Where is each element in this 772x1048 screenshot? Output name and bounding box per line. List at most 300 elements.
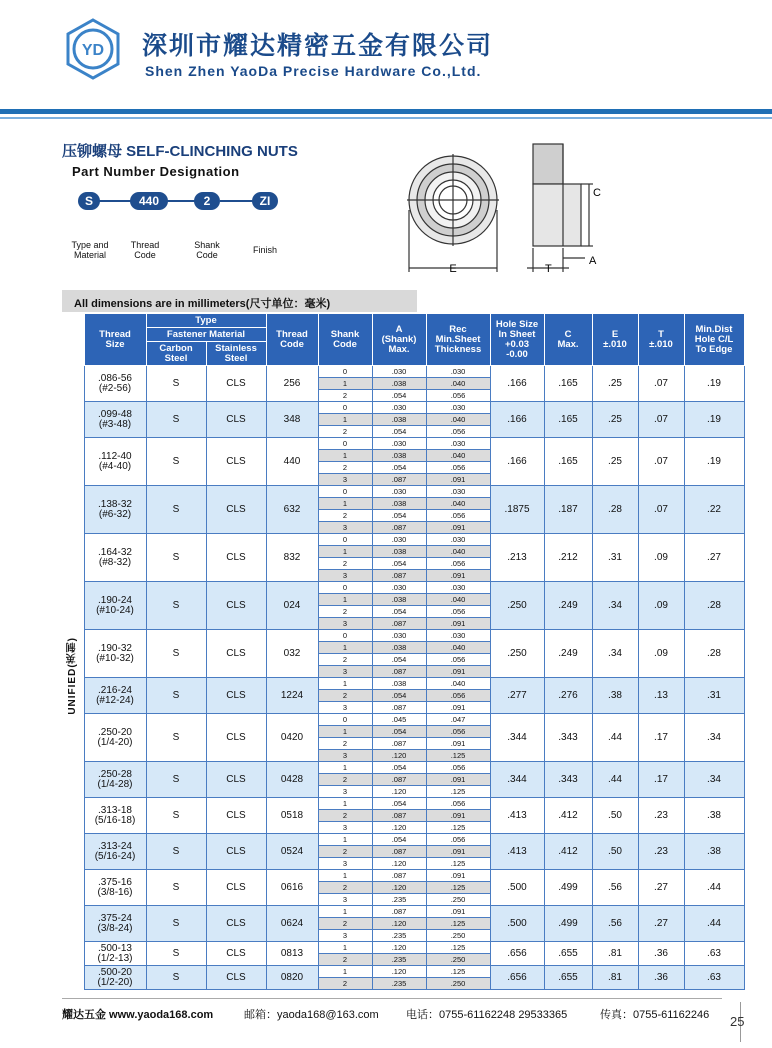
cell-shank-code: 0 (318, 582, 372, 594)
cell-thread-code: 0624 (266, 906, 318, 942)
cell-t: .09 (638, 534, 684, 582)
cell-carbon: S (146, 678, 206, 714)
cell-rec: .030 (426, 630, 490, 642)
cell-shank-code: 2 (318, 846, 372, 858)
cell-thread-code: 632 (266, 486, 318, 534)
cell-e: .25 (592, 438, 638, 486)
cell-rec: .125 (426, 822, 490, 834)
cell-thread-code: 024 (266, 582, 318, 630)
cell-min-dist: .34 (684, 714, 744, 762)
thread-size-line: (#12-24) (96, 694, 134, 706)
cell-shank-code: 3 (318, 618, 372, 630)
table-row (62, 534, 744, 546)
cell-thread-code: 0813 (266, 942, 318, 966)
thread-size-line: (#8-32) (98, 556, 132, 568)
cell-thread-size (84, 834, 146, 870)
cell-e: .34 (592, 582, 638, 630)
table-row (62, 714, 744, 726)
cell-stainless: CLS (206, 906, 266, 942)
cell-c: .655 (544, 966, 592, 990)
cell-rec: .040 (426, 642, 490, 654)
cell-shank-code: 2 (318, 738, 372, 750)
footer-brand: 耀达五金 www.yaoda168.com (62, 1009, 214, 1021)
cell-rec: .056 (426, 426, 490, 438)
cell-stainless: CLS (206, 678, 266, 714)
cell-carbon: S (146, 438, 206, 486)
cell-a: .054 (372, 834, 426, 846)
cell-shank-code: 2 (318, 654, 372, 666)
cell-shank-code: 0 (318, 534, 372, 546)
cell-rec: .056 (426, 510, 490, 522)
cell-min-dist: .44 (684, 870, 744, 906)
part-number-title: Part Number Designation (72, 164, 240, 179)
cell-a: .087 (372, 570, 426, 582)
cell-shank-code: 2 (318, 606, 372, 618)
caption-thread: Thread Code (130, 240, 160, 260)
cell-thread-code: 0616 (266, 870, 318, 906)
cell-rec: .250 (426, 894, 490, 906)
cell-c: .343 (544, 714, 592, 762)
thread-size-line: (5/16-24) (94, 850, 136, 862)
side-spacer (62, 314, 84, 366)
caption-finish: Finish (252, 245, 277, 255)
cell-rec: .091 (426, 774, 490, 786)
cell-thread-size (84, 366, 146, 402)
cell-thread-code: 0420 (266, 714, 318, 762)
cell-shank-code: 2 (318, 954, 372, 966)
cell-shank-code: 1 (318, 498, 372, 510)
cell-hole: .166 (490, 438, 544, 486)
cell-shank-code: 2 (318, 390, 372, 402)
thread-size-line: .313-18 (98, 804, 132, 816)
cell-rec: .125 (426, 966, 490, 978)
cell-carbon: S (146, 582, 206, 630)
cell-rec: .056 (426, 726, 490, 738)
cell-hole: .250 (490, 630, 544, 678)
code-thread-pill: 440 (130, 192, 168, 210)
label-e: E (449, 263, 457, 275)
th-fastener-material: Fastener Material (146, 328, 266, 342)
page-footer (62, 1006, 722, 1022)
cell-c: .276 (544, 678, 592, 714)
cell-e: .44 (592, 762, 638, 798)
cell-shank-code: 1 (318, 906, 372, 918)
table-row (62, 366, 744, 378)
cell-a: .120 (372, 786, 426, 798)
cell-shank-code: 3 (318, 474, 372, 486)
cell-a: .087 (372, 618, 426, 630)
cell-c: .249 (544, 582, 592, 630)
cell-t: .07 (638, 438, 684, 486)
cell-a: .054 (372, 690, 426, 702)
cell-shank-code: 2 (318, 810, 372, 822)
cell-rec: .125 (426, 918, 490, 930)
footer-fax: 传真：0755-61162246 (600, 1009, 710, 1021)
cell-carbon: S (146, 870, 206, 906)
cell-stainless: CLS (206, 582, 266, 630)
cell-thread-size (84, 942, 146, 966)
cell-shank-code: 2 (318, 918, 372, 930)
thread-size-line: .216-24 (98, 684, 132, 696)
cell-stainless: CLS (206, 798, 266, 834)
cell-rec: .040 (426, 414, 490, 426)
cell-c: .343 (544, 762, 592, 798)
cell-carbon: S (146, 966, 206, 990)
table-row (62, 906, 744, 918)
cell-hole: .277 (490, 678, 544, 714)
cell-rec: .250 (426, 978, 490, 990)
cell-c: .249 (544, 630, 592, 678)
cell-hole: .656 (490, 966, 544, 990)
cell-shank-code: 2 (318, 690, 372, 702)
thread-size-line: (1/4-20) (97, 736, 133, 748)
cell-thread-code: 256 (266, 366, 318, 402)
spec-table-wrap (62, 313, 744, 988)
cell-shank-code: 3 (318, 666, 372, 678)
cell-rec: .030 (426, 438, 490, 450)
cell-e: .56 (592, 906, 638, 942)
page-header (0, 0, 772, 120)
cell-rec: .040 (426, 450, 490, 462)
cell-rec: .125 (426, 786, 490, 798)
cell-a: .030 (372, 486, 426, 498)
cell-e: .50 (592, 798, 638, 834)
cell-shank-code: 1 (318, 726, 372, 738)
top-view (407, 154, 499, 272)
thread-size-line: (#6-32) (98, 508, 132, 520)
cell-a: .054 (372, 510, 426, 522)
th-a: A (Shank) Max. (372, 314, 426, 366)
thread-size-line: .164-32 (98, 546, 132, 558)
cell-shank-code: 1 (318, 966, 372, 978)
table-row (62, 486, 744, 498)
footer-email: 邮箱：yaoda168@163.com (244, 1009, 379, 1021)
cell-a: .120 (372, 822, 426, 834)
cell-e: .81 (592, 966, 638, 990)
company-name-en: Shen Zhen YaoDa Precise Hardware Co.,Ltd. (145, 63, 482, 79)
th-type: Type (146, 314, 266, 328)
cell-hole: .500 (490, 906, 544, 942)
cell-rec: .056 (426, 462, 490, 474)
cell-stainless: CLS (206, 438, 266, 486)
cell-shank-code: 0 (318, 438, 372, 450)
cell-carbon: S (146, 942, 206, 966)
cell-a: .120 (372, 918, 426, 930)
thread-size-line: (#10-24) (96, 604, 134, 616)
cell-a: .054 (372, 462, 426, 474)
th-c: C Max. (544, 314, 592, 366)
thread-size-line: (1/2-20) (97, 976, 133, 988)
cell-a: .087 (372, 666, 426, 678)
cell-stainless: CLS (206, 834, 266, 870)
cell-rec: .091 (426, 702, 490, 714)
cell-hole: .500 (490, 870, 544, 906)
cell-a: .235 (372, 930, 426, 942)
cell-rec: .040 (426, 378, 490, 390)
thread-size-line: .375-24 (98, 912, 132, 924)
cell-e: .56 (592, 870, 638, 906)
cell-stainless: CLS (206, 966, 266, 990)
cell-shank-code: 1 (318, 642, 372, 654)
cell-hole: .413 (490, 834, 544, 870)
caption-type: Type and Material (71, 240, 109, 260)
cell-rec: .091 (426, 846, 490, 858)
cell-c: .412 (544, 798, 592, 834)
page-number: 25 (730, 1014, 745, 1029)
cell-e: .25 (592, 402, 638, 438)
thread-size-line: (1/4-28) (97, 778, 133, 790)
header-divider-thin (0, 117, 772, 119)
footer-divider (62, 998, 722, 999)
thread-size-line: .190-24 (98, 594, 132, 606)
cell-stainless: CLS (206, 870, 266, 906)
cell-stainless: CLS (206, 714, 266, 762)
company-logo (62, 18, 124, 80)
part-number-diagram (72, 190, 292, 212)
cell-t: .17 (638, 714, 684, 762)
cell-a: .038 (372, 642, 426, 654)
thread-size-line: .190-32 (98, 642, 132, 654)
cell-a: .030 (372, 582, 426, 594)
cell-a: .087 (372, 474, 426, 486)
cell-a: .038 (372, 378, 426, 390)
cell-c: .165 (544, 366, 592, 402)
cell-shank-code: 2 (318, 774, 372, 786)
cell-a: .087 (372, 870, 426, 882)
cell-a: .038 (372, 498, 426, 510)
side-view (527, 144, 593, 272)
cell-t: .36 (638, 942, 684, 966)
cell-hole: .413 (490, 798, 544, 834)
dimension-note-bar (62, 290, 417, 312)
cell-rec: .125 (426, 942, 490, 954)
cell-rec: .056 (426, 558, 490, 570)
dimension-note: All dimensions are in millimeters(尺寸单位：毫米) (74, 298, 331, 310)
thread-size-line: (5/16-18) (94, 814, 136, 826)
cell-thread-size (84, 630, 146, 678)
thread-size-line: (3/8-16) (97, 886, 133, 898)
cell-a: .235 (372, 894, 426, 906)
cell-hole: .250 (490, 582, 544, 630)
cell-c: .165 (544, 402, 592, 438)
cell-shank-code: 1 (318, 678, 372, 690)
cell-shank-code: 1 (318, 594, 372, 606)
thread-size-line: (#4-40) (98, 460, 132, 472)
cell-carbon: S (146, 762, 206, 798)
cell-rec: .040 (426, 498, 490, 510)
cell-a: .038 (372, 678, 426, 690)
cell-thread-size (84, 966, 146, 990)
spec-table (62, 313, 745, 990)
cell-shank-code: 3 (318, 522, 372, 534)
cell-shank-code: 0 (318, 402, 372, 414)
thread-size-line: .313-24 (98, 840, 132, 852)
cell-shank-code: 1 (318, 870, 372, 882)
cell-thread-code: 832 (266, 534, 318, 582)
cell-shank-code: 0 (318, 486, 372, 498)
th-thread-code: Thread Code (266, 314, 318, 366)
thread-size-line: (1/2-13) (97, 952, 133, 964)
cell-shank-code: 1 (318, 942, 372, 954)
cell-rec: .030 (426, 402, 490, 414)
thread-size-line: .250-20 (98, 726, 132, 738)
cell-shank-code: 1 (318, 378, 372, 390)
cell-carbon: S (146, 906, 206, 942)
label-c: C (593, 187, 601, 199)
cell-a: .087 (372, 774, 426, 786)
cell-rec: .056 (426, 606, 490, 618)
cell-a: .120 (372, 858, 426, 870)
cell-rec: .056 (426, 390, 490, 402)
cell-e: .50 (592, 834, 638, 870)
table-row (62, 402, 744, 414)
header-divider (0, 109, 772, 114)
cell-t: .36 (638, 966, 684, 990)
cell-stainless: CLS (206, 366, 266, 402)
cell-thread-code: 440 (266, 438, 318, 486)
cell-stainless: CLS (206, 762, 266, 798)
cell-carbon: S (146, 402, 206, 438)
cell-a: .030 (372, 402, 426, 414)
cell-thread-size (84, 534, 146, 582)
nut-drawing (395, 130, 615, 280)
cell-a: .054 (372, 390, 426, 402)
code-shank-pill: 2 (194, 192, 220, 210)
cell-a: .038 (372, 414, 426, 426)
cell-c: .655 (544, 942, 592, 966)
th-rec: Rec Min.Sheet Thickness (426, 314, 490, 366)
cell-t: .27 (638, 906, 684, 942)
cell-rec: .091 (426, 522, 490, 534)
cell-a: .087 (372, 702, 426, 714)
cell-c: .412 (544, 834, 592, 870)
cell-shank-code: 0 (318, 366, 372, 378)
cell-shank-code: 1 (318, 834, 372, 846)
cell-rec: .056 (426, 654, 490, 666)
table-row (62, 762, 744, 774)
cell-a: .120 (372, 882, 426, 894)
th-min-dist: Min.Dist Hole C/L To Edge (684, 314, 744, 366)
thread-size-line: .250-28 (98, 768, 132, 780)
side-label-cell (62, 366, 84, 990)
cell-thread-code: 348 (266, 402, 318, 438)
cell-shank-code: 1 (318, 762, 372, 774)
cell-a: .054 (372, 762, 426, 774)
thread-size-line: .500-13 (98, 942, 132, 954)
cell-a: .235 (372, 954, 426, 966)
cell-rec: .091 (426, 906, 490, 918)
cell-e: .81 (592, 942, 638, 966)
cell-min-dist: .31 (684, 678, 744, 714)
cell-thread-size (84, 438, 146, 486)
cell-min-dist: .38 (684, 834, 744, 870)
cell-a: .030 (372, 630, 426, 642)
table-row (62, 438, 744, 450)
thread-size-line: .099-48 (98, 408, 132, 420)
cell-shank-code: 2 (318, 510, 372, 522)
th-hole: Hole Size In Sheet +0.03 -0.00 (490, 314, 544, 366)
cell-shank-code: 1 (318, 546, 372, 558)
cell-carbon: S (146, 834, 206, 870)
cell-e: .38 (592, 678, 638, 714)
cell-carbon: S (146, 486, 206, 534)
label-a: A (589, 255, 597, 267)
cell-thread-size (84, 906, 146, 942)
cell-min-dist: .28 (684, 630, 744, 678)
cell-rec: .030 (426, 582, 490, 594)
cell-t: .09 (638, 582, 684, 630)
table-row (62, 966, 744, 978)
table-row (62, 630, 744, 642)
cell-a: .038 (372, 546, 426, 558)
cell-rec: .091 (426, 870, 490, 882)
cell-hole: .1875 (490, 486, 544, 534)
cell-a: .054 (372, 558, 426, 570)
logo-text: YD (81, 42, 105, 59)
thread-size-line: (#2-56) (98, 382, 132, 394)
cell-thread-code: 0524 (266, 834, 318, 870)
table-row (62, 678, 744, 690)
cell-stainless: CLS (206, 486, 266, 534)
cell-min-dist: .63 (684, 966, 744, 990)
cell-rec: .030 (426, 486, 490, 498)
cell-shank-code: 3 (318, 822, 372, 834)
cell-a: .235 (372, 978, 426, 990)
cell-hole: .344 (490, 714, 544, 762)
cell-t: .23 (638, 834, 684, 870)
cell-a: .087 (372, 738, 426, 750)
table-row (62, 942, 744, 954)
cell-e: .44 (592, 714, 638, 762)
cell-carbon: S (146, 366, 206, 402)
cell-shank-code: 2 (318, 426, 372, 438)
code-finish-pill: ZI (252, 192, 278, 210)
cell-a: .030 (372, 438, 426, 450)
cell-thread-size (84, 582, 146, 630)
cell-shank-code: 2 (318, 882, 372, 894)
footer-phone: 电话：0755-61162248 29533365 (406, 1009, 568, 1021)
cell-thread-size (84, 714, 146, 762)
cell-a: .054 (372, 654, 426, 666)
cell-stainless: CLS (206, 630, 266, 678)
cell-hole: .344 (490, 762, 544, 798)
cell-shank-code: 3 (318, 786, 372, 798)
cell-c: .187 (544, 486, 592, 534)
th-thread-size: Thread Size (84, 314, 146, 366)
cell-stainless: CLS (206, 402, 266, 438)
cell-shank-code: 1 (318, 414, 372, 426)
cell-thread-size (84, 486, 146, 534)
cell-a: .054 (372, 798, 426, 810)
cell-t: .07 (638, 486, 684, 534)
cell-a: .087 (372, 522, 426, 534)
cell-a: .030 (372, 366, 426, 378)
cell-rec: .056 (426, 690, 490, 702)
code-type-pill: S (78, 192, 100, 210)
cell-rec: .250 (426, 954, 490, 966)
thread-size-line: (#3-48) (98, 418, 132, 430)
th-t: T ±.010 (638, 314, 684, 366)
cell-min-dist: .19 (684, 366, 744, 402)
cell-shank-code: 3 (318, 750, 372, 762)
cell-t: .27 (638, 870, 684, 906)
cell-rec: .091 (426, 666, 490, 678)
section-title: 压铆螺母 SELF-CLINCHING NUTS (62, 143, 298, 160)
thread-size-line: .375-16 (98, 876, 132, 888)
cell-rec: .250 (426, 930, 490, 942)
thread-size-line: .138-32 (98, 498, 132, 510)
cell-thread-size (84, 762, 146, 798)
